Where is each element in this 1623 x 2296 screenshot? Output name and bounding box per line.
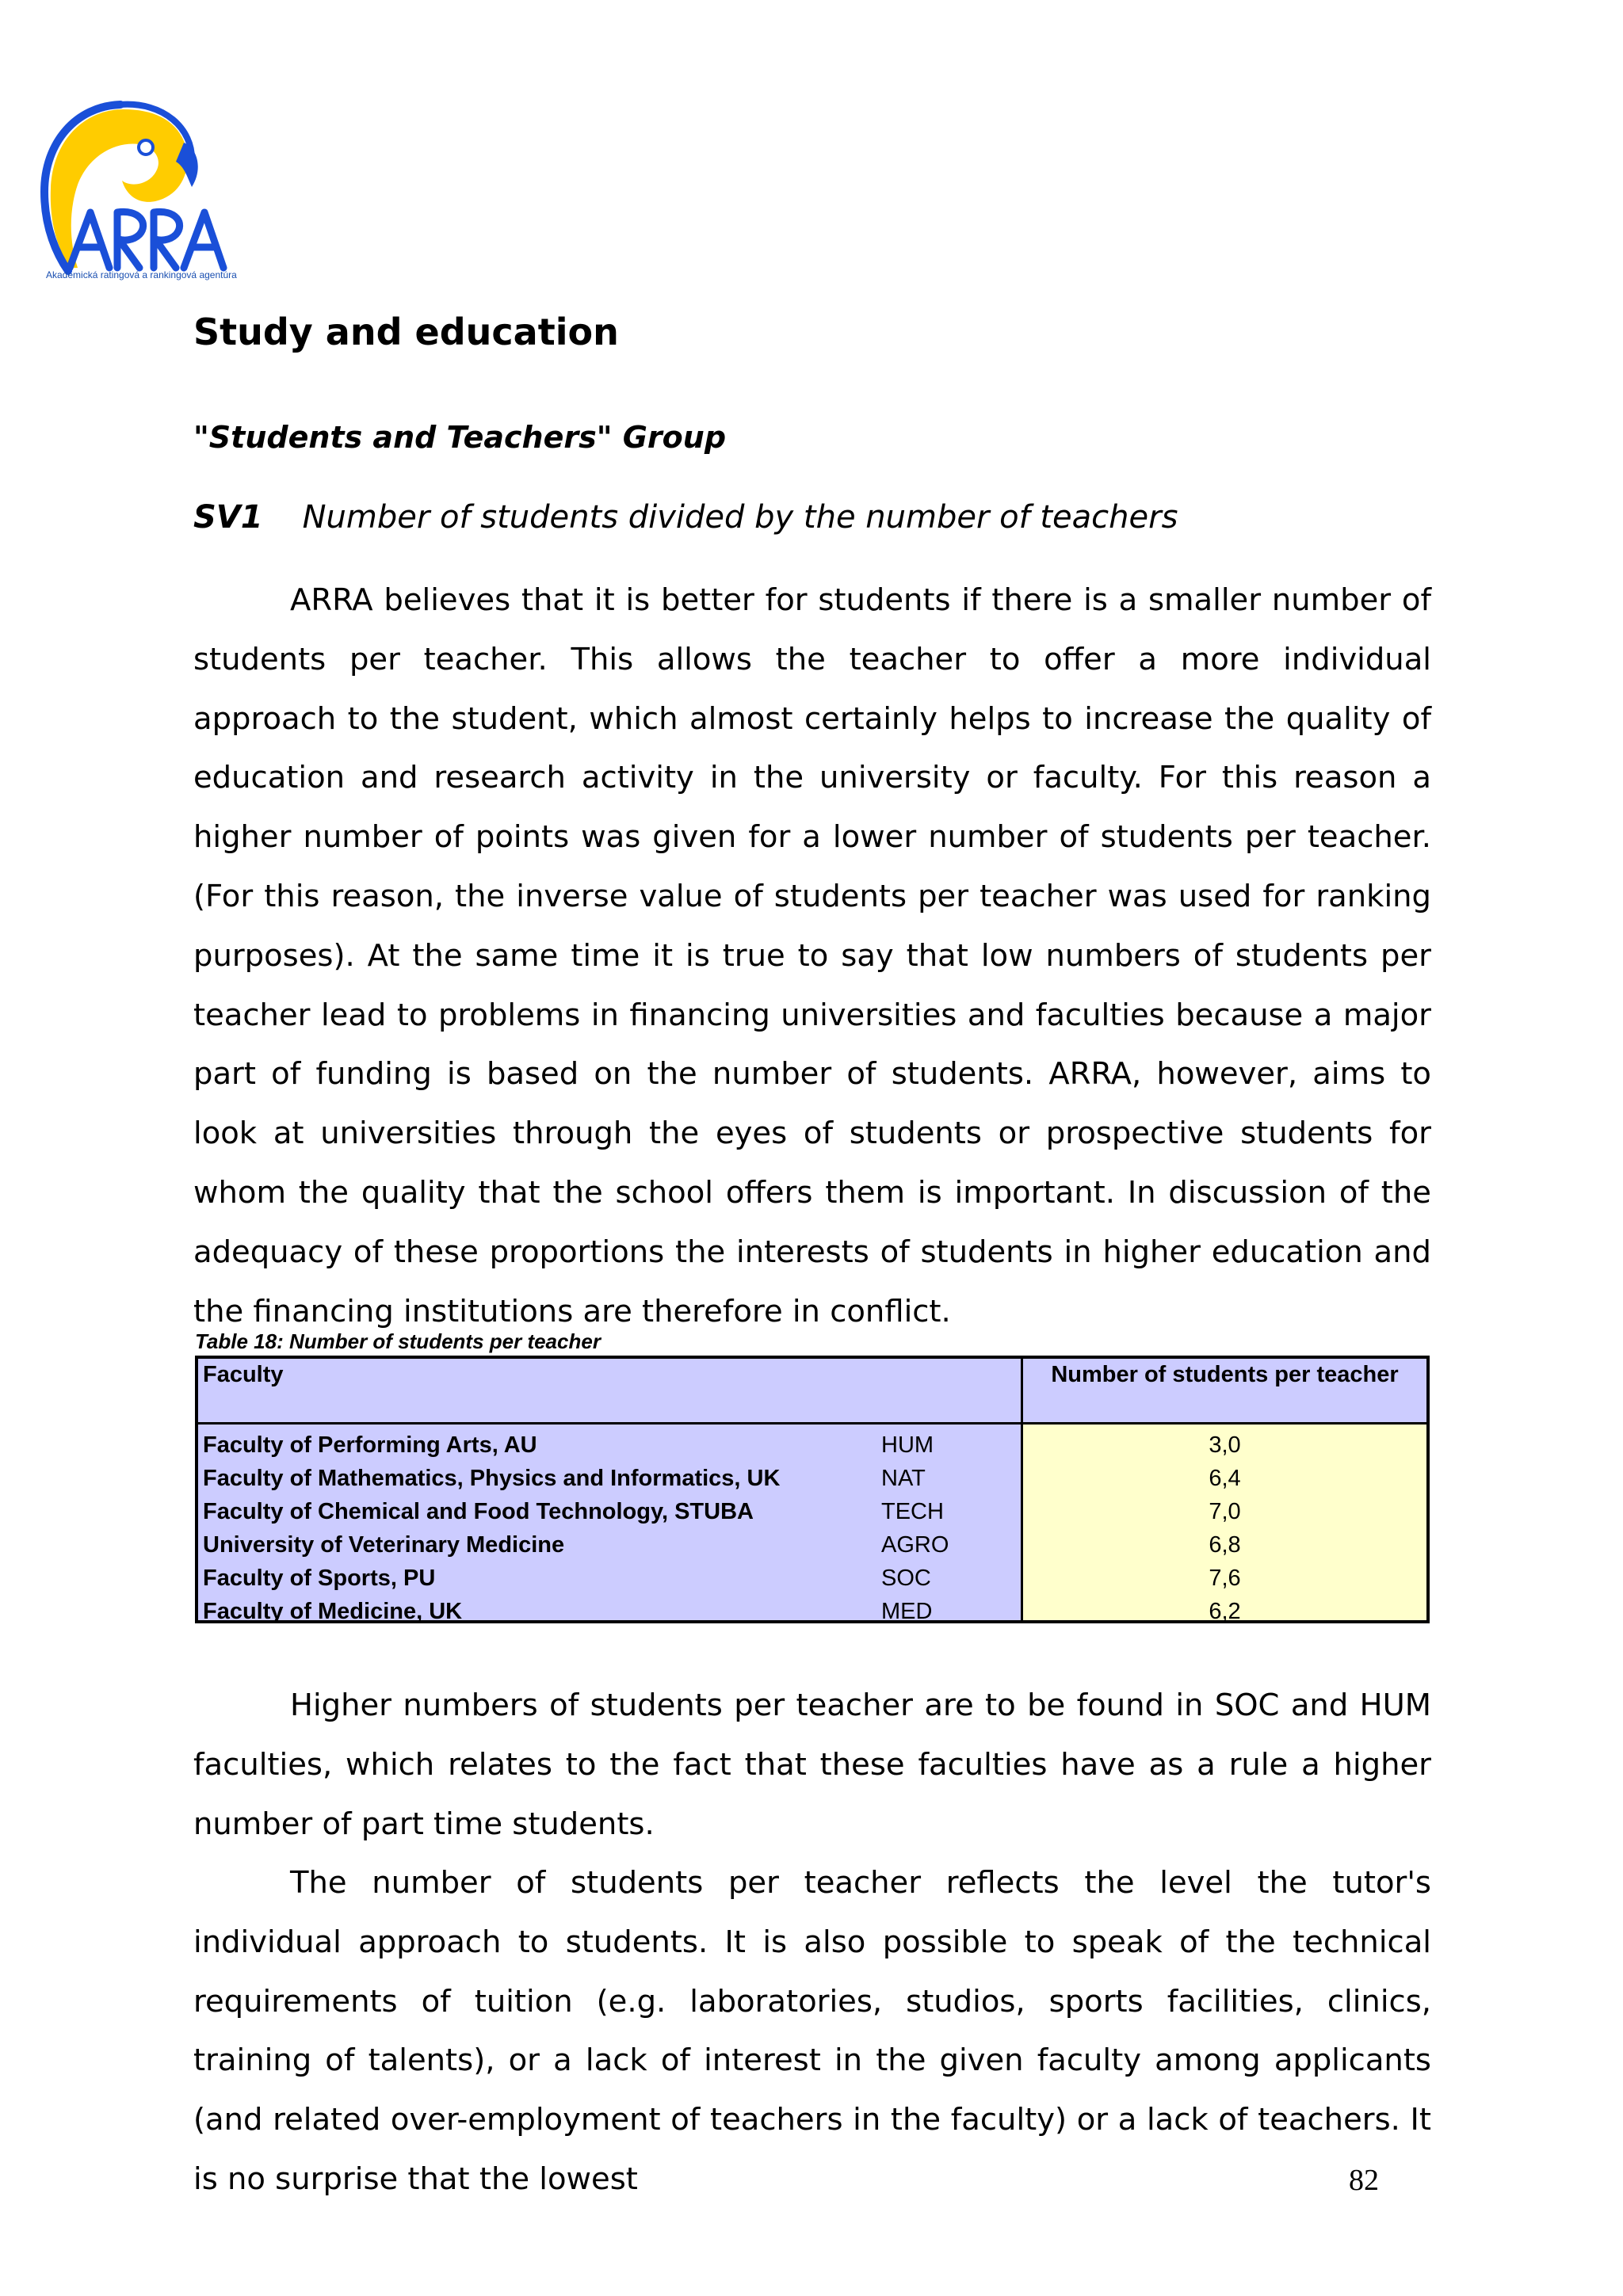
group-title: "Students and Teachers" Group xyxy=(193,420,727,455)
students-per-teacher-value: 6,4 xyxy=(1209,1466,1241,1491)
header-faculty: Faculty xyxy=(203,1362,284,1387)
parrot-logo-icon xyxy=(29,93,239,292)
logo-tagline: Akademická ratingová a rankingová agentúra xyxy=(46,269,237,280)
table-row xyxy=(198,1528,1426,1562)
arra-logo xyxy=(29,93,239,292)
faculty-name: University of Veterinary Medicine xyxy=(203,1532,565,1558)
students-per-teacher-value: 7,0 xyxy=(1209,1499,1241,1524)
students-per-teacher-value: 7,6 xyxy=(1209,1566,1241,1591)
header-number: Number of students per teacher xyxy=(1051,1362,1399,1387)
faculty-group: HUM xyxy=(881,1432,934,1458)
page-number: 82 xyxy=(1349,2164,1379,2197)
table-row xyxy=(198,1495,1426,1528)
faculty-group: MED xyxy=(881,1599,933,1624)
table-row xyxy=(198,1562,1426,1595)
students-per-teacher-value: 6,2 xyxy=(1209,1599,1241,1624)
faculty-name: Faculty of Performing Arts, AU xyxy=(203,1432,537,1458)
table-row xyxy=(198,1428,1426,1462)
faculty-name: Faculty of Sports, PU xyxy=(203,1566,436,1591)
faculty-name: Faculty of Chemical and Food Technology, STUBA xyxy=(203,1499,754,1524)
paragraph-2: Higher numbers of students per teacher are to be found in SOC and HUM faculties, which relates to the fact that these faculties have as a rule a higher number of part time students. xyxy=(193,1688,1431,1842)
students-per-teacher-table xyxy=(195,1356,1430,1623)
faculty-group: SOC xyxy=(881,1566,931,1591)
paragraph-1: ARRA believes that it is better for students if there is a smaller number of students per teacher. This allows the teacher to offer a more individual approach to the student, which almost certainly helps to increase the quality of education and research activity in the university or faculty. For this reason a higher number of points was given for a lower number of students per teacher. (For this reason, the inverse value of students per teacher was used for ranking purposes). At the same time it is true to say that low numbers of students per teacher lead to problems in financing universities and faculties because a major part of funding is based on the number of students. ARRA, however, aims to look at universities through the eyes of students or prospective students for whom the quality that the school offers them is important. In discussion of the adequacy of these proportions the interests of students in higher education and the financing institutions are therefore in conflict. xyxy=(193,582,1431,1329)
faculty-name: Faculty of Medicine, UK xyxy=(203,1599,463,1624)
faculty-group: TECH xyxy=(881,1499,944,1524)
section-heading: Study and education xyxy=(193,311,619,353)
students-per-teacher-value: 6,8 xyxy=(1209,1532,1241,1558)
indicator-title xyxy=(193,499,1178,536)
paragraph-3: The number of students per teacher reflects the level the tutor's individual approach to students. It is also possible to speak of the technical requirements of tuition (e.g. laboratories, studios, sports facilities, clinics, training of talents), or a lack of interest in the given faculty among applicants (and related over-employment of teachers in the faculty) or a lack of teachers. It is no surprise that the lowest xyxy=(193,1865,1431,2197)
faculty-name: Faculty of Mathematics, Physics and Informatics, UK xyxy=(203,1466,781,1491)
table-row xyxy=(198,1595,1426,1628)
students-per-teacher-value: 3,0 xyxy=(1209,1432,1241,1458)
faculty-group: AGRO xyxy=(881,1532,949,1558)
indicator-code: SV1 xyxy=(193,499,263,536)
header-divider xyxy=(198,1422,1426,1425)
indicator-description: Number of students divided by the number of teachers xyxy=(302,499,1178,536)
table-row xyxy=(198,1462,1426,1495)
table-rows xyxy=(198,1428,1426,1628)
faculty-group: NAT xyxy=(881,1466,926,1491)
table-caption: Table 18: Number of students per teacher xyxy=(195,1329,601,1353)
